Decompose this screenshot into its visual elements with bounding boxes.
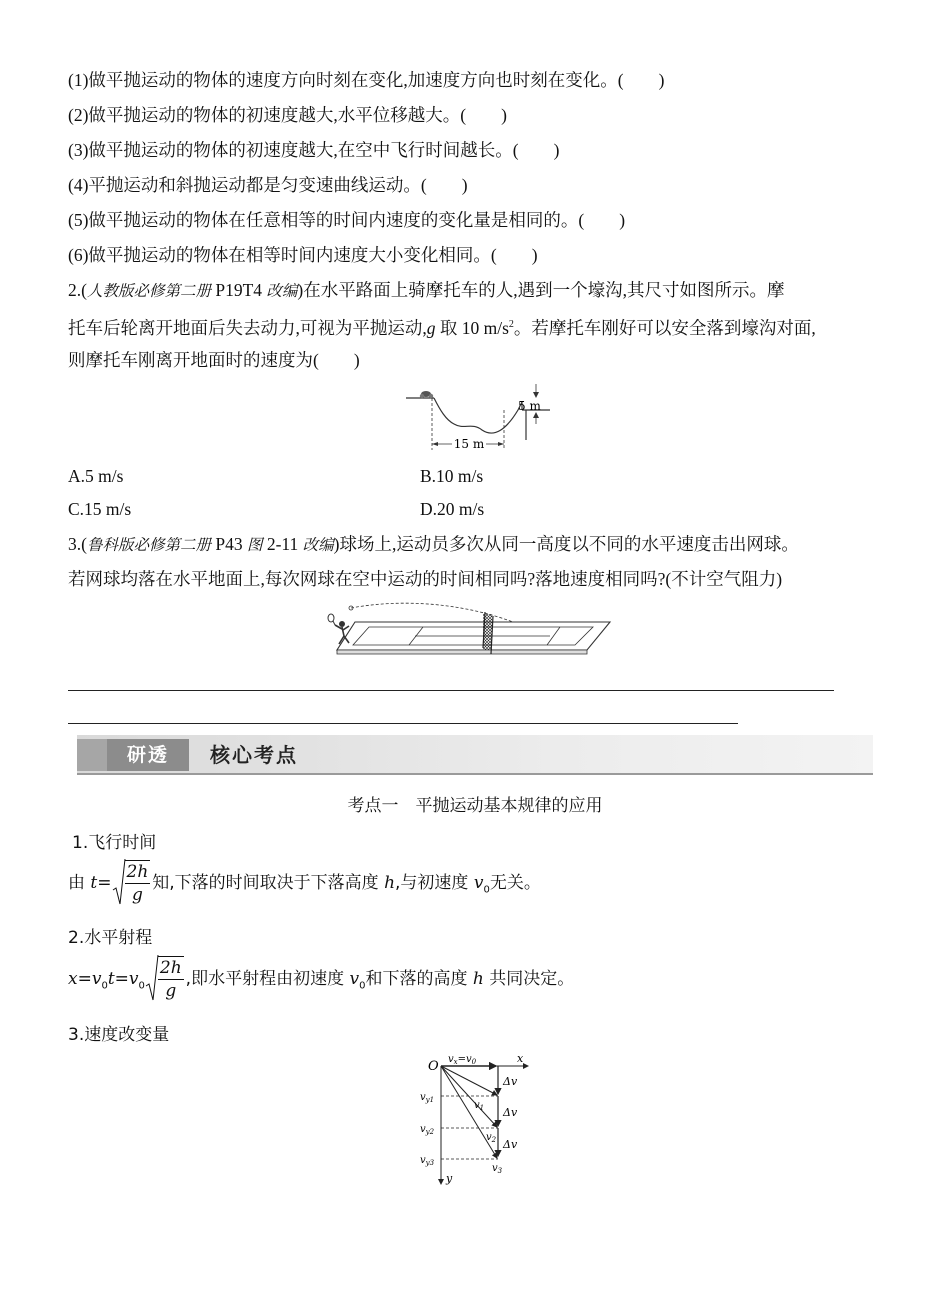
answer-line-1[interactable]: [68, 690, 834, 691]
x-axis-label: x: [517, 1052, 524, 1065]
svg-text:vx=v0: $v_x=v_0$: [448, 1054, 477, 1066]
q1-item-5: (5)做平抛运动的物体在任意相等的时间内速度的变化量是相同的。( ): [68, 210, 626, 230]
q1-item-3: (3)做平抛运动的物体的初速度越大,在空中飞行时间越长。( ): [68, 140, 560, 160]
section-header: [77, 735, 873, 775]
heading-flight-time: 1.飞行时间: [72, 833, 157, 853]
formula-flight-time: 由 t= $\frac{2h}{g}$ 知,下落的时间取决于下落高度 h,与初速度 $v_0$无关。: [68, 858, 541, 908]
q3-source: 鲁科版必修第二册: [86, 536, 211, 554]
y-axis-label: y: [446, 1172, 453, 1185]
section-title: 核心考点: [210, 743, 298, 767]
velocity-diagram: [418, 1050, 538, 1190]
svg-text:v3: $v_3$: [492, 1163, 503, 1175]
formula-horizontal-range: $x=v_0t=v_0$ $\frac{2h}{g}$ ,即水平射程由初速度 $v_0$和下落的高度 h 共同决定。: [68, 954, 574, 1004]
height-label: 5 m: [518, 399, 541, 413]
origin-label: O: [428, 1059, 439, 1074]
delta-v-label-3: Δv: [503, 1138, 518, 1151]
svg-text:v2: $v_2$: [486, 1132, 497, 1144]
net-icon: [483, 612, 493, 654]
q2-line-1: 2.(人教版必修第二册 P19T4 改编)在水平路面上骑摩托车的人,遇到一个壕沟,其尺寸如图所示。摩: [68, 280, 785, 300]
svg-text:vy2: $v_{y2}$: [420, 1124, 435, 1136]
q2-line-2: 托车后轮离开地面后失去动力,可视为平抛运动,g 取 10 $m/s^2$。若摩托车刚好可以安全落到壕沟对面,: [68, 317, 816, 338]
svg-text:vy3: $v_{y3}$: [420, 1155, 435, 1167]
sqrt-symbol: $\frac{2h}{g}$: [145, 954, 186, 1004]
heading-horizontal-range: 2.水平射程: [68, 928, 153, 948]
svg-text:v1: $v_1$: [474, 1100, 485, 1112]
section-tag-bar: [77, 739, 107, 771]
width-label: 15 m: [453, 437, 485, 451]
delta-v-label-1: Δv: [503, 1075, 518, 1088]
q3-line-1: 3.(鲁科版必修第二册 P43 图 2-11 改编)球场上,运动员多次从同一高度以不同的水平速度击出网球。: [68, 534, 799, 554]
tennis-court-figure: [325, 600, 620, 658]
q1-item-6: (6)做平抛运动的物体在相等时间内速度大小变化相同。( ): [68, 245, 538, 265]
q1-item-1: (1)做平抛运动的物体的速度方向时刻在变化,加速度方向也时刻在变化。( ): [68, 70, 665, 90]
q2-option-d[interactable]: D.20 m/s: [420, 499, 485, 519]
section-rule: [77, 773, 873, 775]
q2-line-3: 则摩托车刚离开地面时的速度为( ): [68, 350, 360, 370]
delta-v-label-2: Δv: [503, 1106, 518, 1119]
sqrt-symbol: $\frac{2h}{g}$: [112, 858, 153, 908]
player-icon: [328, 614, 349, 644]
q2-option-a[interactable]: A.5 m/s: [68, 466, 124, 486]
q1-item-4: (4)平抛运动和斜抛运动都是匀变速曲线运动。( ): [68, 175, 468, 195]
topic-title: 考点一 平抛运动基本规律的应用: [347, 796, 603, 816]
q2-source: 人教版必修第二册: [86, 282, 211, 300]
answer-line-2[interactable]: [68, 723, 738, 724]
ditch-figure: [402, 380, 552, 456]
motorcycle-icon: [420, 391, 433, 398]
q2-option-c[interactable]: C.15 m/s: [68, 499, 132, 519]
q2-option-b[interactable]: B.10 m/s: [420, 466, 484, 486]
heading-velocity-change: 3.速度改变量: [68, 1025, 170, 1045]
section-tag: 研透: [107, 739, 189, 771]
svg-text:vy1: $v_{y1}$: [420, 1092, 435, 1104]
q1-item-2: (2)做平抛运动的物体的初速度越大,水平位移越大。( ): [68, 105, 507, 125]
q3-line-2: 若网球均落在水平地面上,每次网球在空中运动的时间相同吗?落地速度相同吗?(不计空气阻力): [68, 569, 783, 589]
